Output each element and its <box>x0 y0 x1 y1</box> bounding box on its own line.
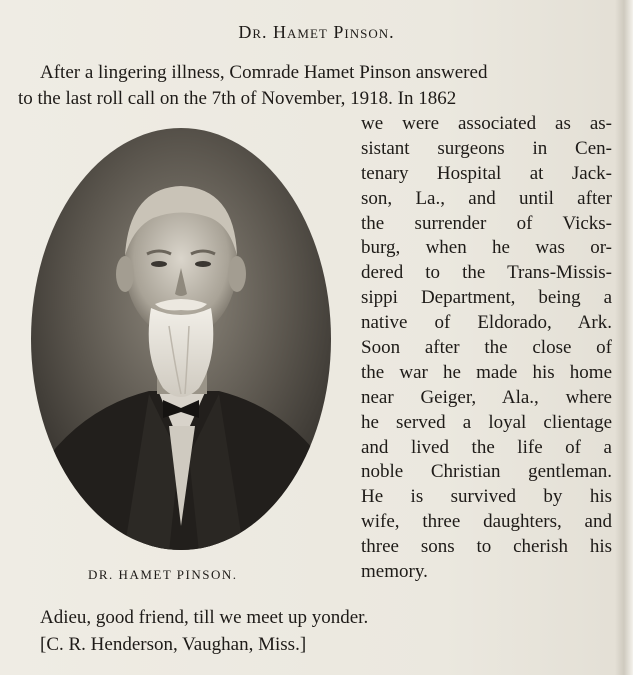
closing-line: Adieu, good friend, till we meet up yonder. <box>40 607 369 628</box>
column-line: we were associated as as- <box>361 113 612 134</box>
column-line: tenary Hospital at Jack- <box>361 162 612 184</box>
portrait-photo <box>29 126 333 552</box>
column-line: Soon after the close of <box>361 337 612 359</box>
column-line: he served a loyal clientage <box>361 411 612 433</box>
heading-text: Dr. Hamet Pinson. <box>238 22 395 42</box>
column-line: noble Christian gentleman. <box>361 461 612 483</box>
column-line: three sons to cherish his <box>361 536 612 558</box>
intro-line: After a lingering illness, Comrade Hamet Pinson answered <box>40 62 488 83</box>
column-line: memory. <box>361 561 428 583</box>
column-line: and lived the life of a <box>361 436 612 458</box>
column-line: burg, when he was or- <box>361 237 612 259</box>
column-line: sistant surgeons in Cen- <box>361 137 612 159</box>
text-column <box>361 112 612 585</box>
column-line: native of Eldorado, Ark. <box>361 312 612 334</box>
column-line: sippi Department, being a <box>361 287 612 309</box>
page-edge-shadow <box>615 0 633 675</box>
column-line: wife, three daughters, and <box>361 511 612 533</box>
article-heading <box>0 22 633 43</box>
portrait-caption: DR. HAMET PINSON. <box>88 567 238 582</box>
column-line: the war he made his home <box>361 361 612 383</box>
intro-line: to the last roll call on the 7th of November, 1918. In 1862 <box>18 88 457 109</box>
column-line: near Geiger, Ala., where <box>361 386 612 408</box>
closing-signature: [C. R. Henderson, Vaughan, Miss.] <box>40 634 307 655</box>
column-line: He is survived by his <box>361 486 612 508</box>
column-line: the surrender of Vicks- <box>361 212 612 234</box>
column-line: son, La., and until after <box>361 187 612 209</box>
column-line: dered to the Trans-Missis- <box>361 262 612 284</box>
